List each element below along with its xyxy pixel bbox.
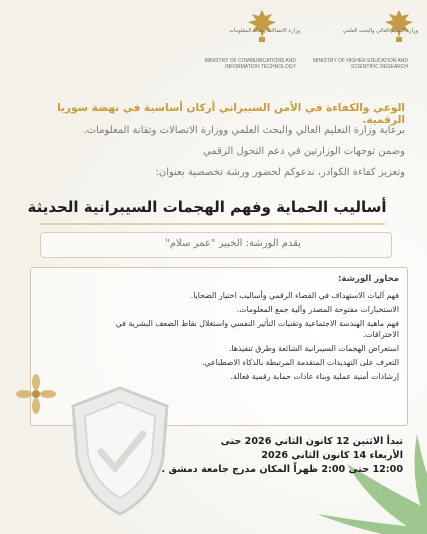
eagle-emblem-icon xyxy=(242,6,282,46)
ministry-name-en: MINISTRY OF HIGHER EDUCATION AND SCIENTIFIC RESEARCH xyxy=(312,58,408,71)
ministry-name-en: MINISTRY OF COMMUNICATIONS AND INFORMATION TECHNOLOGY xyxy=(204,58,296,71)
ministry-name-ar: وزارة الاتصالات وتقانة المعلومات xyxy=(229,28,300,34)
topic-item: الاستخبارات مفتوحة المصدر وآلية جمع المعلومات. xyxy=(236,305,399,314)
topic-item: التعرف على التهديدات المتقدمة المرتبطة بالذكاء الاصطناعي. xyxy=(202,358,399,367)
title-underline xyxy=(40,223,385,225)
slogan: الوعي والكفاءة في الأمن السيبراني أركان أساسية في نهضة سوريا الرقمية. xyxy=(57,102,405,126)
topic-item: فهم ماهية الهندسة الاجتماعية وتقنيات التأثير النفسي واستغلال نقاط الضعف البشرية في الاختراقات. xyxy=(115,319,399,339)
intro-line: وتعزيز كفاءة الكوادر، ندعوكم لحضور ورشة تخصصية بعنوان: xyxy=(155,167,405,178)
schedule-line: 12:00 حتى 2:00 ظهراً المكان مدرج جامعة دمشق . xyxy=(161,464,403,475)
schedule-details xyxy=(143,435,403,477)
flower-icon xyxy=(16,374,56,414)
eagle-emblem-icon xyxy=(379,6,419,46)
topic-item: استعراض الهجمات السيبرانية الشائعة وطرق تنفيذها. xyxy=(228,344,399,353)
schedule-line: تبدأ الاثنين 12 كانون الثاني 2026 حتى xyxy=(220,436,403,447)
presenter-text: يقدم الورشة: الخبير "عمر سلام" xyxy=(165,238,301,249)
intro-line: وضمن توجهات الوزارتين في دعم التحول الرقمي xyxy=(203,146,405,157)
topics-list xyxy=(109,290,399,385)
topic-item: إرشادات أمنية عملية وبناء عادات حماية رقمية فعالة. xyxy=(230,372,399,381)
presenter-box xyxy=(40,232,392,258)
workshop-title: أساليب الحماية وفهم الهجمات السيبرانية الحديثة xyxy=(27,198,387,216)
topics-heading: محاور الورشة: xyxy=(338,274,399,284)
intro-line: برعاية وزارة التعليم العالي والبحث العلمي ووزارة الاتصالات وتقانة المعلومات. xyxy=(83,125,405,136)
schedule-line: الأربعاء 14 كانون الثاني 2026 xyxy=(261,450,403,461)
topic-item: فهم آليات الاستهداف في الفضاء الرقمي وأساليب اختيار الضحايا. xyxy=(190,291,399,300)
ministry-name-ar: وزارة التعليم العالي والبحث العلمي xyxy=(342,28,418,34)
